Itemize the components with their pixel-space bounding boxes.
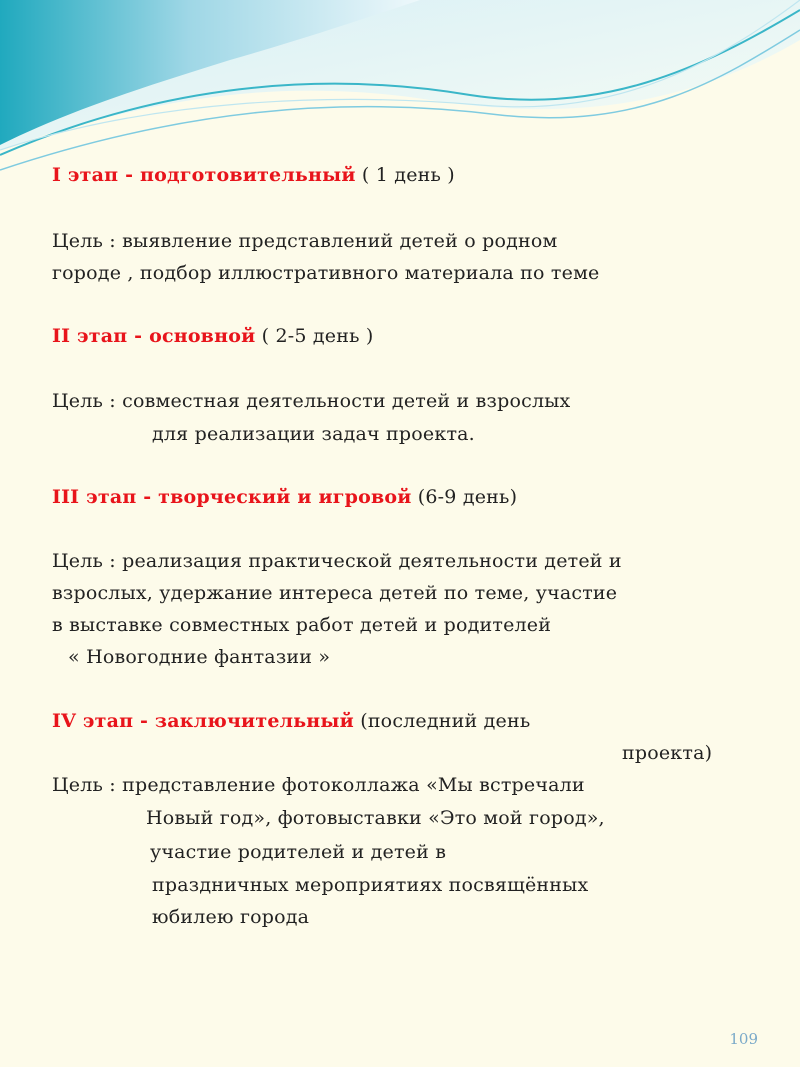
stage-1-goal-line-2: городе , подбор иллюстративного материала по теме xyxy=(52,262,600,284)
stage-4-goal-line-3: участие родителей и детей в xyxy=(150,841,447,863)
stage-4-goal-line-2: Новый год», фотовыставки «Это мой город», xyxy=(146,807,605,829)
stage-4-goal-line-1: Цель : представление фотоколлажа «Мы встречали xyxy=(52,774,585,796)
page-number: 109 xyxy=(729,1030,758,1048)
stage-3-goal-line-4: « Новогодние фантазии » xyxy=(68,646,331,668)
stage-1-heading xyxy=(52,163,455,187)
stage-4-days-continued: проекта) xyxy=(622,742,713,764)
stage-2-heading xyxy=(52,324,374,348)
stage-2-days: ( 2-5 день ) xyxy=(255,325,374,347)
stage-3-goal-line-3: в выставке совместных работ детей и родителей xyxy=(52,614,552,636)
stage-4-heading xyxy=(52,709,530,733)
stage-3-heading xyxy=(52,485,517,509)
stage-4-title: IV этап - заключительный xyxy=(52,710,354,732)
stage-3-title: III этап - творческий и игровой xyxy=(52,486,412,508)
stage-1-title: I этап - подготовительный xyxy=(52,164,356,186)
stage-3-days: (6-9 день) xyxy=(411,486,518,508)
stage-2-goal-line-1: Цель : совместная деятельности детей и взрослых xyxy=(52,390,571,412)
stage-4-goal-line-5: юбилею города xyxy=(152,906,310,928)
stage-2-goal-line-2: для реализации задач проекта. xyxy=(152,423,475,445)
stage-3-goal-line-1: Цель : реализация практической деятельности детей и xyxy=(52,550,622,572)
stage-1-goal-line-1: Цель : выявление представлений детей о родном xyxy=(52,230,558,252)
stage-4-days: (последний день xyxy=(353,710,531,732)
stage-4-goal-line-4: праздничных мероприятиях посвящённых xyxy=(152,874,589,896)
stage-1-days: ( 1 день ) xyxy=(355,164,455,186)
stage-3-goal-line-2: взрослых, удержание интереса детей по теме, участие xyxy=(52,582,618,604)
stage-2-title: II этап - основной xyxy=(52,325,256,347)
